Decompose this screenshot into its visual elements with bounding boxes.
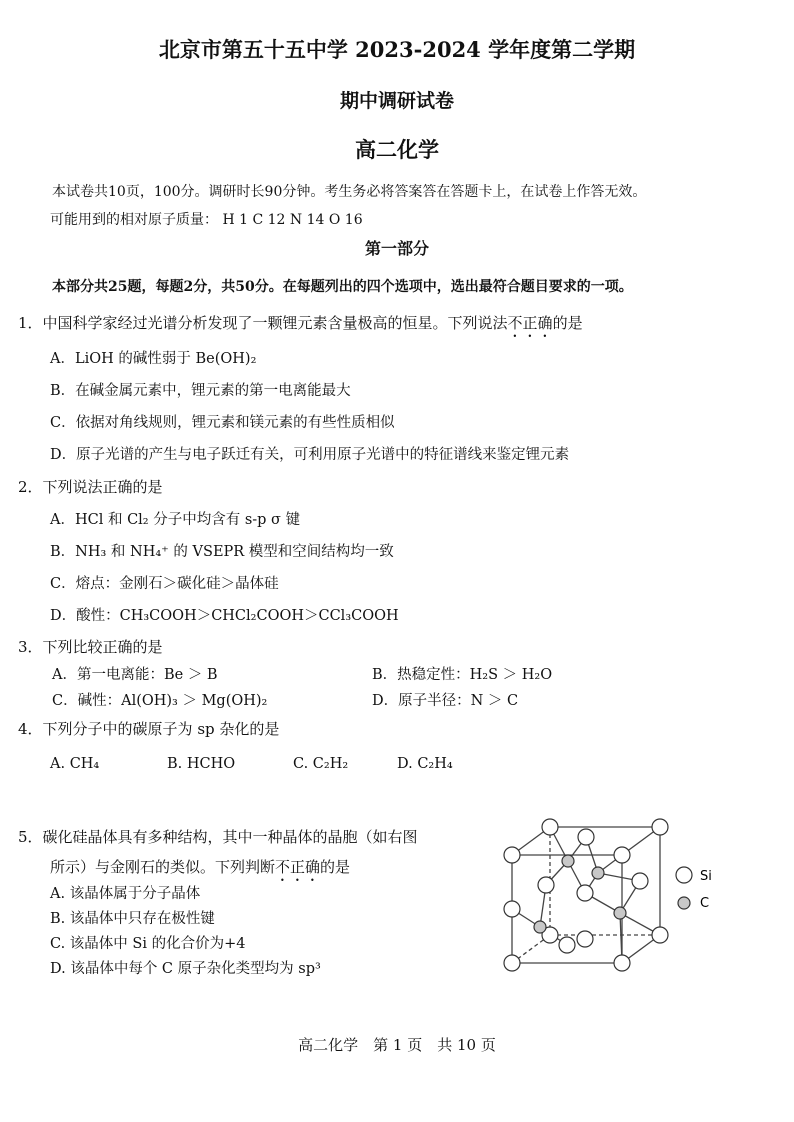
q5-option-a: A. 该晶体属于分子晶体 <box>50 886 201 902</box>
exam-title: 期中调研试卷 <box>339 90 454 112</box>
q2-option-c: C．熔点：金刚石＞碳化硅＞晶体硅 <box>50 576 279 592</box>
q2-option-b: B．NH₃ 和 NH₄⁺ 的 VSEPR 模型和空间结构均一致 <box>50 544 394 560</box>
q4-option-b: B. HCHO <box>167 756 236 772</box>
q5-stem-a: 所示）与金刚石的类似。下列判断 <box>50 858 276 876</box>
q3-stem: 3．下列比较正确的是 <box>18 638 163 656</box>
si-atom <box>542 819 558 835</box>
school-title: 北京市第五十五中学 2023-2024 学年度第二学期 <box>158 37 636 62</box>
q5-stem-emphasis: 不正确 <box>275 858 321 876</box>
si-atom <box>504 847 520 863</box>
q5-stem-line-1: 5．碳化硅晶体具有多种结构，其中一种晶体的晶胞（如右图 <box>18 828 418 846</box>
si-atom <box>504 955 520 971</box>
c-atom <box>592 867 604 879</box>
q2-option-a: A．HCl 和 Cl₂ 分子中均含有 s-p σ 键 <box>50 512 301 528</box>
q1-stem <box>18 312 583 341</box>
intro-line-1: 本试卷共10页，100分。调研时长90分钟。考生务必将答案答在答题卡上，在试卷上作答无效。 <box>52 184 647 200</box>
q1-option-d: D．原子光谱的产生与电子跃迁有关，可利用原子光谱中的特征谱线来鉴定锂元素 <box>50 447 570 463</box>
q1-stem-emphasis: 不正确 <box>507 314 553 332</box>
sic-unit-cell-diagram <box>490 815 730 980</box>
q5-stem-b: 的是 <box>320 858 351 876</box>
si-atom <box>559 937 575 953</box>
q2-stem: 2．下列说法正确的是 <box>18 478 163 496</box>
si-atom <box>578 829 594 845</box>
legend-si-marker <box>676 867 692 883</box>
c-atom <box>614 907 626 919</box>
q3-option-c: C．碱性：Al(OH)₃ ＞ Mg(OH)₂ <box>52 693 268 709</box>
c-atom <box>562 855 574 867</box>
legend-si-label: Si <box>700 869 712 884</box>
subject-title: 高二化学 <box>355 137 439 162</box>
q4-option-a: A. CH₄ <box>50 756 100 772</box>
si-atom <box>577 885 593 901</box>
q3-option-b: B．热稳定性：H₂S ＞ H₂O <box>372 667 553 683</box>
q1-option-c: C．依据对角线规则，锂元素和镁元素的有些性质相似 <box>50 415 395 431</box>
q5-option-b: B. 该晶体中只存在极性键 <box>50 911 215 927</box>
q4-option-d: D. C₂H₄ <box>397 756 453 772</box>
legend-c-marker <box>678 897 690 909</box>
si-atom <box>652 819 668 835</box>
q1-stem-b: 的是 <box>552 314 583 332</box>
q4-option-c: C. C₂H₂ <box>293 756 349 772</box>
c-atom <box>534 921 546 933</box>
q3-option-a: A．第一电离能：Be ＞ B <box>52 667 218 683</box>
q1-option-b: B．在碱金属元素中，锂元素的第一电离能最大 <box>50 383 351 399</box>
q5-option-d: D. 该晶体中每个 C 原子杂化类型均为 sp³ <box>50 961 321 977</box>
q1-option-a: A．LiOH 的碱性弱于 Be(OH)₂ <box>50 351 257 367</box>
section-instruction: 本部分共25题，每题2分，共50分。在每题列出的四个选项中，选出最符合题目要求的一项。 <box>52 279 633 295</box>
atom-group <box>504 819 668 971</box>
si-atom <box>577 931 593 947</box>
si-atom <box>614 955 630 971</box>
intro-line-2: 可能用到的相对原子质量： H 1 C 12 N 14 O 16 <box>50 212 363 228</box>
q5-stem-line-2 <box>50 856 350 885</box>
q5-option-c: C. 该晶体中 Si 的化合价为+4 <box>50 936 246 952</box>
q2-option-d: D．酸性：CH₃COOH＞CHCl₂COOH＞CCl₃COOH <box>50 608 399 624</box>
q3-option-d: D．原子半径：N ＞ C <box>372 693 519 709</box>
si-atom <box>538 877 554 893</box>
legend-c-label: C <box>700 896 710 911</box>
q1-stem-a: 1．中国科学家经过光谱分析发现了一颗锂元素含量极高的恒星。下列说法 <box>18 314 508 332</box>
section-title: 第一部分 <box>364 239 429 258</box>
q4-stem: 4．下列分子中的碳原子为 sp 杂化的是 <box>18 720 280 738</box>
si-atom <box>614 847 630 863</box>
si-atom <box>504 901 520 917</box>
si-atom <box>632 873 648 889</box>
page-footer: 高二化学 第 1 页 共 10 页 <box>298 1036 496 1054</box>
si-atom <box>652 927 668 943</box>
